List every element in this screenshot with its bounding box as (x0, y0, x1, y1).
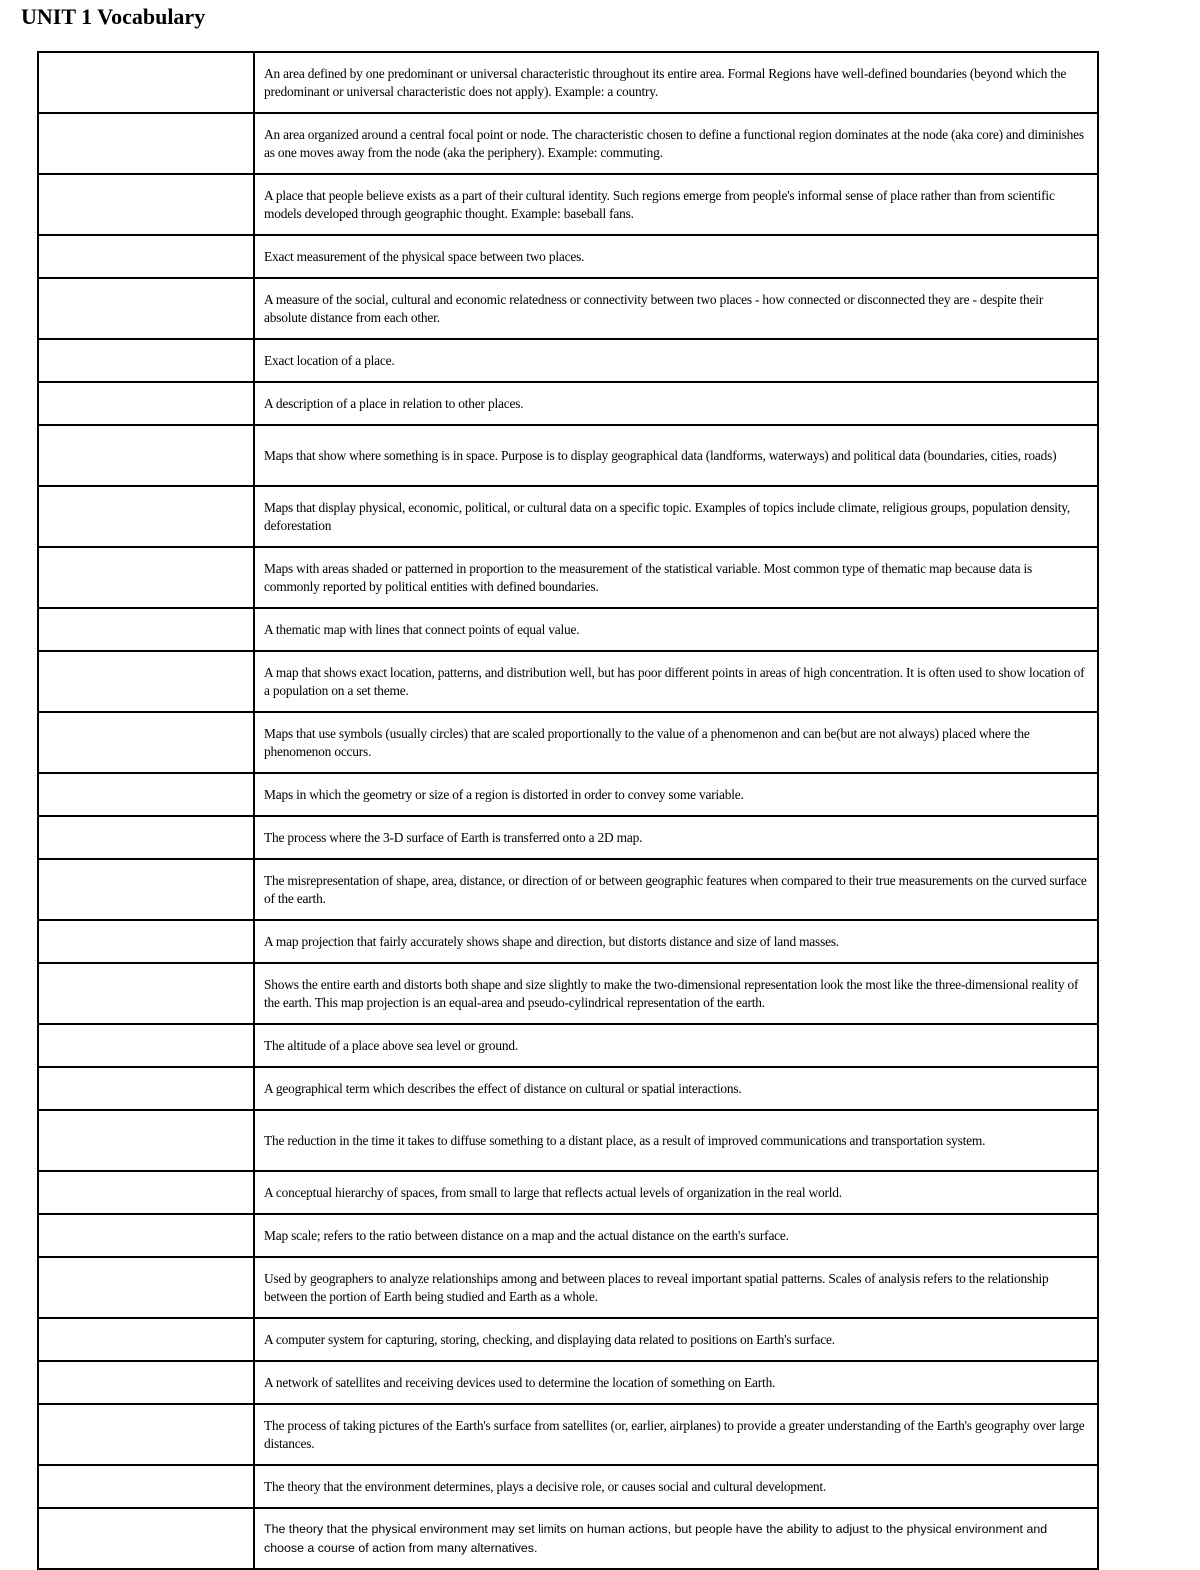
table-row (38, 1214, 1098, 1257)
definition-cell: A network of satellites and receiving devices used to determine the location of something on Earth. (254, 1361, 1098, 1404)
definition-cell: The reduction in the time it takes to diffuse something to a distant place, as a result of improved communications and transportation system. (254, 1110, 1098, 1171)
term-cell[interactable] (38, 1110, 254, 1171)
table-row (38, 425, 1098, 486)
definition-cell: A description of a place in relation to other places. (254, 382, 1098, 425)
table-row (38, 1110, 1098, 1171)
table-row (38, 547, 1098, 608)
term-cell[interactable] (38, 651, 254, 712)
definition-cell: Exact location of a place. (254, 339, 1098, 382)
table-row (38, 1024, 1098, 1067)
definition-cell: The process of taking pictures of the Earth's surface from satellites (or, earlier, airplanes) to provide a greater understanding of the Earth's geography over large distances. (254, 1404, 1098, 1465)
page-title: UNIT 1 Vocabulary (21, 4, 206, 29)
table-row (38, 113, 1098, 174)
term-cell[interactable] (38, 382, 254, 425)
definition-cell: Maps that use symbols (usually circles) that are scaled proportionally to the value of a phenomenon and can be(but are not always) placed where the phenomenon occurs. (254, 712, 1098, 773)
definition-cell: Maps that show where something is in space. Purpose is to display geographical data (landforms, waterways) and political data (boundaries, cities, roads) (254, 425, 1098, 486)
term-cell[interactable] (38, 547, 254, 608)
term-cell[interactable] (38, 235, 254, 278)
term-cell[interactable] (38, 174, 254, 235)
table-row (38, 1171, 1098, 1214)
term-cell[interactable] (38, 1508, 254, 1569)
definition-cell: A geographical term which describes the effect of distance on cultural or spatial interactions. (254, 1067, 1098, 1110)
definition-cell: An area organized around a central focal point or node. The characteristic chosen to define a functional region dominates at the node (aka core) and diminishes as one moves away from the node (aka the periphery). Example: commuting. (254, 113, 1098, 174)
table-row (38, 1508, 1098, 1569)
table-row (38, 339, 1098, 382)
definition-cell: Maps with areas shaded or patterned in proportion to the measurement of the statistical variable. Most common type of thematic map because data is commonly reported by political entities with defined boundaries. (254, 547, 1098, 608)
term-cell[interactable] (38, 1214, 254, 1257)
term-cell[interactable] (38, 920, 254, 963)
table-row (38, 382, 1098, 425)
definition-cell: The altitude of a place above sea level or ground. (254, 1024, 1098, 1067)
definition-cell: The theory that the environment determines, plays a decisive role, or causes social and cultural development. (254, 1465, 1098, 1508)
table-row (38, 651, 1098, 712)
table-row (38, 1067, 1098, 1110)
definition-cell: A conceptual hierarchy of spaces, from small to large that reflects actual levels of organization in the real world. (254, 1171, 1098, 1214)
table-row (38, 1361, 1098, 1404)
table-row (38, 712, 1098, 773)
definition-cell: A thematic map with lines that connect points of equal value. (254, 608, 1098, 651)
table-row (38, 920, 1098, 963)
vocabulary-table (37, 51, 1099, 1570)
table-row (38, 1465, 1098, 1508)
term-cell[interactable] (38, 608, 254, 651)
term-cell[interactable] (38, 113, 254, 174)
definition-cell: A measure of the social, cultural and economic relatedness or connectivity between two places - how connected or disconnected they are - despite their absolute distance from each other. (254, 278, 1098, 339)
definition-cell: A map projection that fairly accurately shows shape and direction, but distorts distance and size of land masses. (254, 920, 1098, 963)
table-row (38, 486, 1098, 547)
definition-cell: A computer system for capturing, storing, checking, and displaying data related to positions on Earth's surface. (254, 1318, 1098, 1361)
definition-cell: A map that shows exact location, patterns, and distribution well, but has poor different points in areas of high concentration. It is often used to show location of a population on a set theme. (254, 651, 1098, 712)
definition-cell: Maps in which the geometry or size of a region is distorted in order to convey some variable. (254, 773, 1098, 816)
term-cell[interactable] (38, 773, 254, 816)
table-row (38, 773, 1098, 816)
term-cell[interactable] (38, 963, 254, 1024)
definition-cell: A place that people believe exists as a part of their cultural identity. Such regions emerge from people's informal sense of place rather than from scientific models developed through geographic thought. Example: baseball fans. (254, 174, 1098, 235)
definition-cell: Exact measurement of the physical space between two places. (254, 235, 1098, 278)
definition-cell: Shows the entire earth and distorts both shape and size slightly to make the two-dimensional representation look the most like the three-dimensional reality of the earth. This map projection is an equal-area and pseudo-cylindrical representation of the earth. (254, 963, 1098, 1024)
definition-cell: The process where the 3-D surface of Earth is transferred onto a 2D map. (254, 816, 1098, 859)
term-cell[interactable] (38, 816, 254, 859)
term-cell[interactable] (38, 278, 254, 339)
term-cell[interactable] (38, 1318, 254, 1361)
term-cell[interactable] (38, 425, 254, 486)
table-row (38, 816, 1098, 859)
term-cell[interactable] (38, 1067, 254, 1110)
table-row (38, 52, 1098, 113)
definition-cell: The theory that the physical environment may set limits on human actions, but people have the ability to adjust to the physical environment and choose a course of action from many alternatives. (254, 1508, 1098, 1569)
term-cell[interactable] (38, 52, 254, 113)
table-row (38, 1318, 1098, 1361)
term-cell[interactable] (38, 859, 254, 920)
table-row (38, 174, 1098, 235)
table-row (38, 278, 1098, 339)
definition-cell: Maps that display physical, economic, political, or cultural data on a specific topic. Examples of topics include climate, religious groups, population density, deforestation (254, 486, 1098, 547)
definition-cell: The misrepresentation of shape, area, distance, or direction of or between geographic features when compared to their true measurements on the curved surface of the earth. (254, 859, 1098, 920)
table-row (38, 859, 1098, 920)
table-row (38, 963, 1098, 1024)
term-cell[interactable] (38, 1171, 254, 1214)
definition-cell: Used by geographers to analyze relationships among and between places to reveal important spatial patterns. Scales of analysis refers to the relationship between the portion of Earth being studied and Earth as a whole. (254, 1257, 1098, 1318)
term-cell[interactable] (38, 486, 254, 547)
definition-cell: Map scale; refers to the ratio between distance on a map and the actual distance on the earth's surface. (254, 1214, 1098, 1257)
table-row (38, 1257, 1098, 1318)
term-cell[interactable] (38, 712, 254, 773)
term-cell[interactable] (38, 1361, 254, 1404)
definition-cell: An area defined by one predominant or universal characteristic throughout its entire area. Formal Regions have well-defined boundaries (beyond which the predominant or universal characteristic does not apply). Example: a country. (254, 52, 1098, 113)
term-cell[interactable] (38, 1465, 254, 1508)
table-row (38, 235, 1098, 278)
table-row (38, 1404, 1098, 1465)
term-cell[interactable] (38, 1257, 254, 1318)
term-cell[interactable] (38, 1404, 254, 1465)
table-row (38, 608, 1098, 651)
term-cell[interactable] (38, 1024, 254, 1067)
term-cell[interactable] (38, 339, 254, 382)
